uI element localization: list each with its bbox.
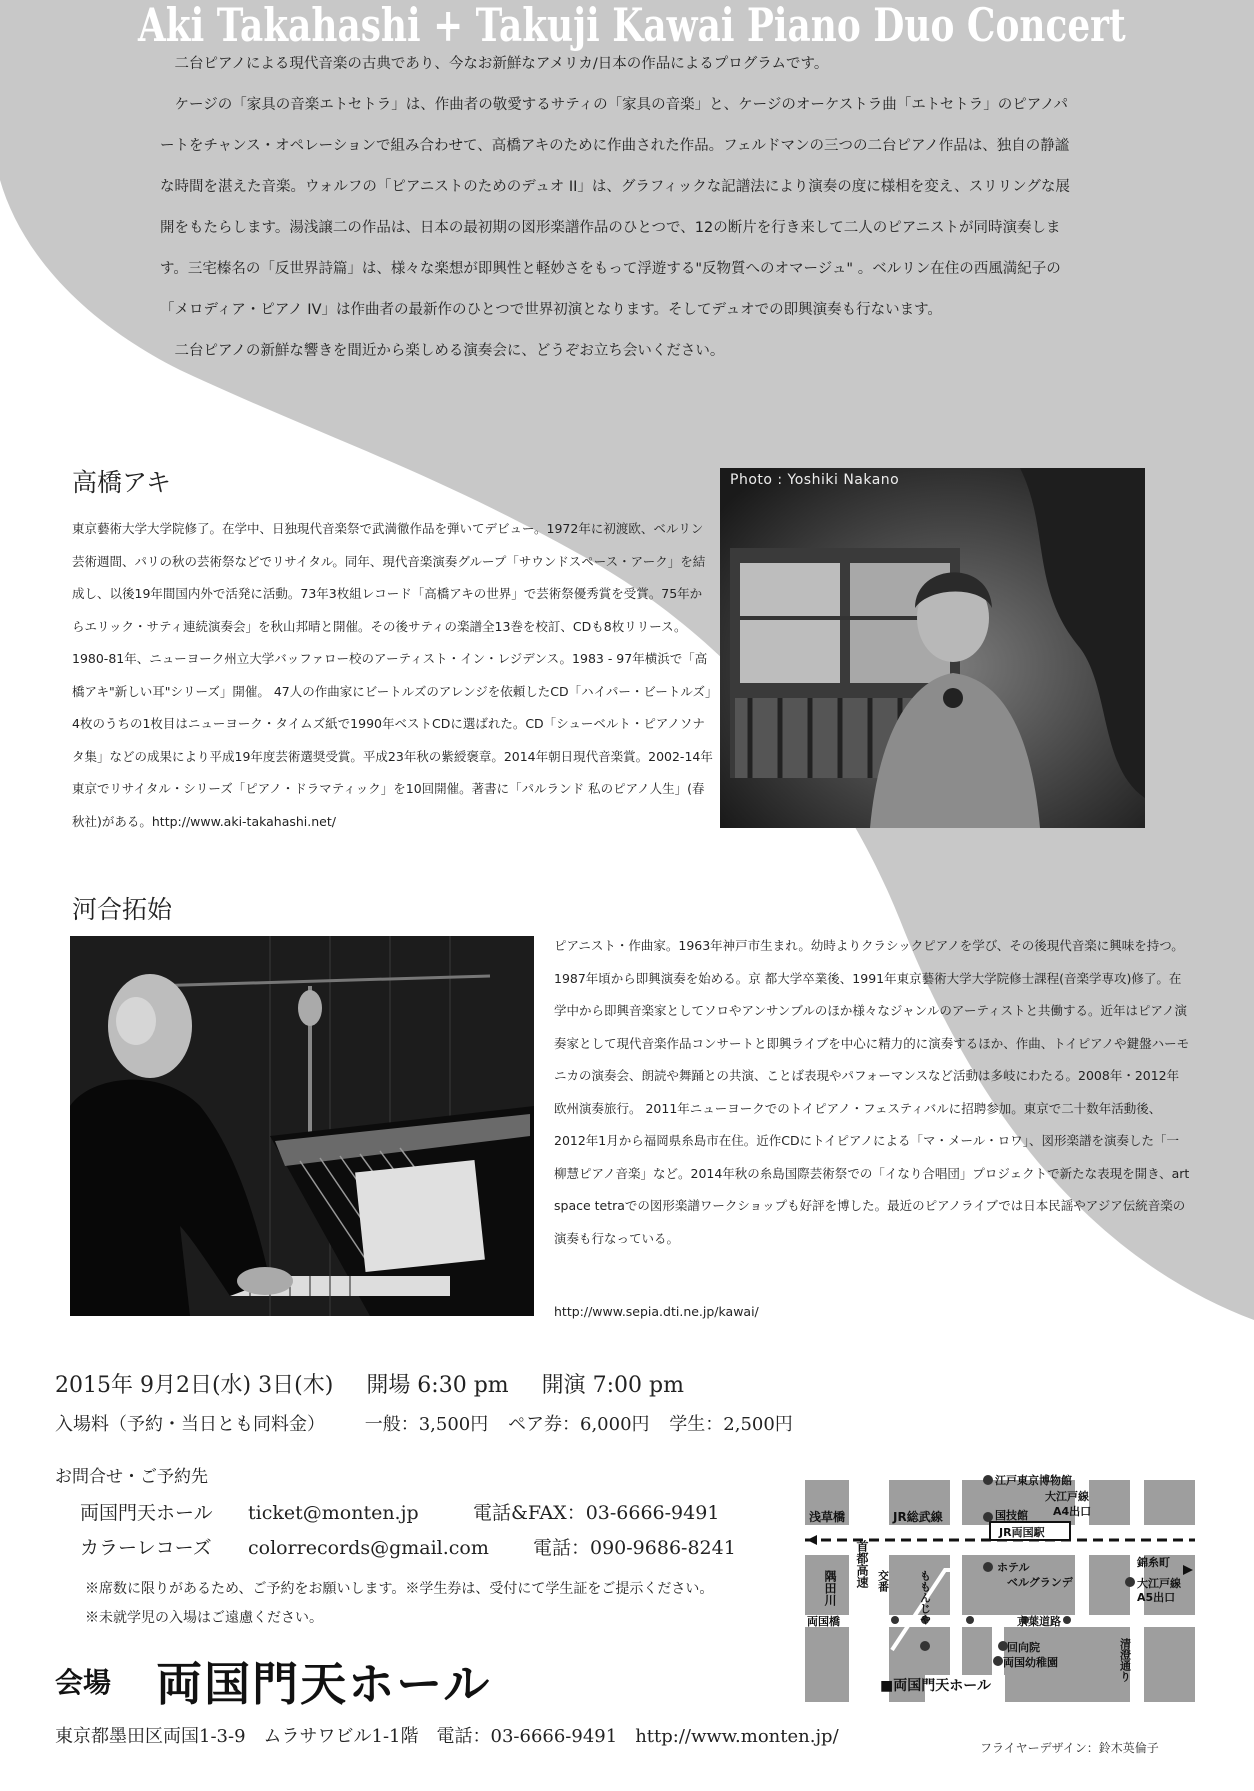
map-label: 京葉道路 (1017, 1615, 1061, 1628)
map-label: ホテル (997, 1561, 1030, 1574)
contact-row-colorrecords (80, 1533, 736, 1560)
designer-credit: フライヤーデザイン：鈴木英倫子 (980, 1741, 1159, 1755)
map-label: 回向院 (1007, 1641, 1040, 1654)
fee-general: 一般：3,500円 (364, 1414, 489, 1435)
kawai-photo (70, 936, 534, 1316)
map-label: ももんじや (918, 1570, 932, 1625)
aki-photo-image (720, 468, 1145, 828)
map-label: 錦糸町 (1137, 1556, 1170, 1569)
map-label: A5出口 (1137, 1591, 1176, 1604)
map-label: 交番 (876, 1570, 890, 1592)
map-label: 首都高速 (855, 1540, 869, 1588)
fee-pair: ペア券：6,000円 (508, 1414, 650, 1435)
map-label: 江戸東京博物館 (995, 1474, 1072, 1487)
map-label: A4出口 (1053, 1505, 1092, 1518)
venue-block (55, 1648, 491, 1714)
intro-paragraph-1: 二台ピアノによる現代音楽の古典であり、今なお新鮮なアメリカ/日本の作品によるプログラムです。 (174, 56, 829, 72)
event-schedule (55, 1368, 710, 1399)
map-expressway (849, 1480, 875, 1702)
concert-title: Aki Takahashi + Takuji Kawai Piano Duo Concert (137, 0, 1126, 52)
map-label: 両国橋 (807, 1615, 840, 1628)
map-venue-label: ■両国門天ホール (880, 1678, 991, 1694)
admission-fees (55, 1410, 793, 1436)
kawai-name: 河合拓始 (72, 895, 173, 924)
contact-email[interactable]: ticket@monten.jp (248, 1502, 419, 1524)
intro-text (160, 44, 1080, 372)
event-start: 開演 7:00 pm (541, 1373, 684, 1398)
venue-name: 両国門天ホール (156, 1657, 492, 1711)
aki-name: 高橋アキ (72, 468, 172, 497)
contact-email[interactable]: colorrecords@gmail.com (248, 1537, 489, 1559)
map-label: 浅草橋 (809, 1510, 846, 1524)
map-label: 清澄通り (1118, 1638, 1132, 1682)
contact-org: カラーレコーズ (80, 1537, 212, 1559)
access-map (785, 1470, 1195, 1702)
event-date: 2015年 9月2日(水) 3日(木) (55, 1373, 334, 1398)
preschool-note: ※未就学児の入場はご遠慮ください。 (85, 1610, 323, 1626)
contact-heading: お問合せ・ご予約先 (55, 1467, 208, 1487)
map-label: 隅田川 (823, 1570, 837, 1606)
venue-label: 会場 (55, 1666, 112, 1699)
fee-label: 入場料（予約・当日とも同料金） (55, 1414, 325, 1435)
kawai-url[interactable]: http://www.sepia.dti.ne.jp/kawai/ (554, 1304, 759, 1319)
contact-phone: 電話：090-9686-8241 (533, 1537, 736, 1559)
aki-bio: 東京藝術大学大学院修了。在学中、日独現代音楽祭で武満徹作品を弾いてデビュー。1972年に初渡欧、ベルリン芸術週間、パリの秋の芸術祭などでリサイタル。同年、現代音楽演奏グループ「サウンドスペース・アーク」を結成し、以後19年間国内外で活発に活動。73年3枚組レコード「高橋アキの世界」で芸術祭優秀賞を受賞。75年からエリック・サティ連続演奏会」を秋山邦晴と開催。その後サティの楽譜全13巻を校訂、CDも8枚リリース。1980-81年、ニューヨーク州立大学バッファロー校のアーティスト・イン・レジデンス。1983 - 97年横浜で「高橋アキ"新しい耳"シリーズ」開催。 47人の作曲家にビートルズのアレンジを依頼したCD「ハイパー・ビートルズ」4枚のうちの1枚目はニューヨーク・タイムズ紙で1990年ベストCDに選ばれた。CD「シューベルト・ピアノソナタ集」などの成果により平成19年度芸術選奨受賞。平成23年秋の紫綬褒章。2014年朝日現代音楽賞。2002-14年東京でリサイタル・シリーズ「ピアノ・ドラマティック」を10回開催。著書に「パルランド 私のピアノ人生」(春秋社)がある。http://www.aki-takahashi.net/ (72, 521, 713, 829)
map-label: 大江戸線 (1137, 1577, 1181, 1590)
intro-paragraph-2: ケージの「家具の音楽エトセトラ」は、作曲者の敬愛するサティの「家具の音楽」と、ケージのオーケストラ曲「エトセトラ」のピアノパートをチャンス・オペレーションで組み合わせて、高橋アキのために作曲された作品。フェルドマンの三つの二台ピアノ作品は、独自の静謐な時間を湛えた音楽。ウォルフの「ピアニストのためのデュオ II」は、グラフィックな記譜法により演奏の度に様相を変え、スリリングな展開をもたらします。湯浅譲二の作品は、日本の最初期の図形楽譜作品のひとつで、12の断片を行き来して二人のピアニストが同時演奏します。三宅榛名の「反世界詩篇」は、様々な楽想が即興性と軽妙さをもって浮遊する"反物質へのオマージュ" 。ベルリン在住の西風満紀子の「メロディア・ピアノ IV」は作曲者の最新作のひとつで世界初演となります。そしてデュオでの即興演奏も行ないます。 (160, 97, 1070, 318)
fee-student: 学生：2,500円 (669, 1414, 793, 1435)
contact-row-monten (80, 1498, 719, 1525)
venue-address: 東京都墨田区両国1-3-9 ムラサワビル1-1階 電話：03-6666-9491 http://www.monten.jp/ (55, 1726, 839, 1747)
map-label: 大江戸線 (1045, 1490, 1089, 1503)
kawai-bio: ピアニスト・作曲家。1963年神戸市生まれ。幼時よりクラシックピアノを学び、その後現代音楽に興味を持つ。1987年頃から即興演奏を始める。京 都大学卒業後、1991年東京藝術大学大学院修士課程(音楽学専攻)修了。在学中から即興音楽家としてソロやアンサンブルのほか様々なジャンルのアーティストと共働する。近年はピアノ演奏家として現代音楽作品コンサートと即興ライブを中心に精力的に演奏するほか、作曲、トイピアノや鍵盤ハーモニカの演奏会、朗読や舞踊との共演、ことば表現やパフォーマンスなど活動は多岐にわたる。2008年・2012年欧州演奏旅行。 2011年ニューヨークでのトイピアノ・フェスティバルに招聘参加。東京で二十数年活動後、2012年1月から福岡県糸島市在住。近作CDにトイピアノによる「マ・メール・ロワ」、図形楽譜を演奏した「一柳慧ピアノ音楽」など。2014年秋の糸島国際芸術祭での「イなり合唱団」プロジェクトで新たな表現を開き、art space tetraでの図形楽譜ワークショップも好評を博した。最近のピアノライブでは日本民謡やアジア伝統音楽の演奏も行なっている。 (554, 938, 1190, 1246)
intro-paragraph-3: 二台ピアノの新鮮な響きを間近から楽しめる演奏会に、どうぞお立ち会いください。 (174, 343, 725, 359)
map-label: 両国幼稚園 (1003, 1656, 1058, 1669)
contact-org: 両国門天ホール (80, 1502, 213, 1524)
kawai-photo-image (70, 936, 534, 1316)
map-label: JR両国駅 (999, 1526, 1045, 1539)
map-label: 国技館 (995, 1509, 1028, 1522)
map-label: ベルグランデ (1007, 1576, 1073, 1589)
aki-photo (720, 468, 1145, 828)
contact-phone: 電話&FAX：03-6666-9491 (473, 1502, 720, 1524)
map-label: JR総武線 (893, 1510, 943, 1524)
event-doors: 開場 6:30 pm (366, 1373, 509, 1398)
reservation-note: ※席数に限りがあるため、ご予約をお願いします。※学生券は、受付にて学生証をご提示ください。 (85, 1581, 714, 1597)
photo-credit: Photo : Yoshiki Nakano (730, 472, 900, 488)
